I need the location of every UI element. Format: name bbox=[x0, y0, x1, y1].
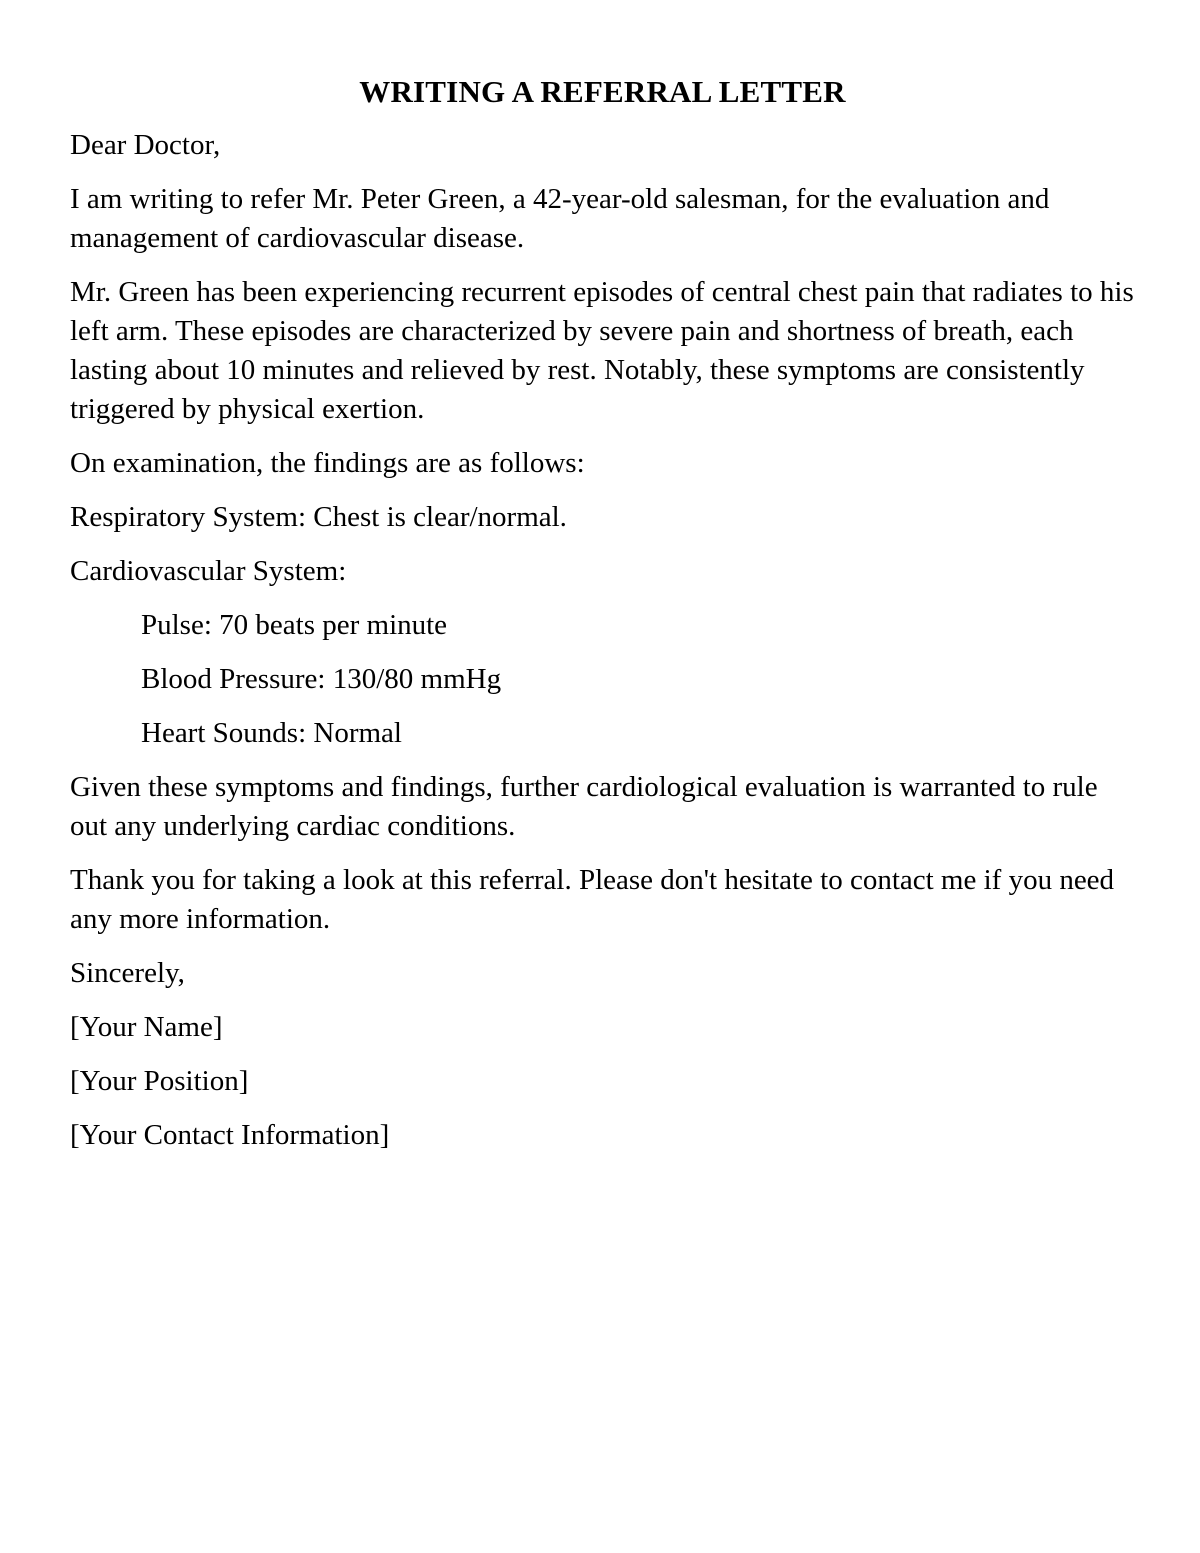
intro-paragraph: I am writing to refer Mr. Peter Green, a 42-year-old salesman, for the evaluation and management of cardiovascular disease. bbox=[70, 183, 1050, 254]
cardiovascular-heading: Cardiovascular System: bbox=[70, 555, 347, 587]
blood-pressure-finding: Blood Pressure: 130/80 mmHg bbox=[141, 663, 502, 695]
exam-intro: On examination, the findings are as follows: bbox=[70, 447, 585, 479]
signature-contact: [Your Contact Information] bbox=[70, 1119, 390, 1151]
closing: Sincerely, bbox=[70, 957, 185, 989]
thanks-paragraph: Thank you for taking a look at this referral. Please don't hesitate to contact me if you need any more information. bbox=[70, 864, 1115, 935]
conclusion-paragraph: Given these symptoms and findings, further cardiological evaluation is warranted to rule out any underlying cardiac conditions. bbox=[70, 771, 1098, 842]
salutation: Dear Doctor, bbox=[70, 129, 221, 161]
history-paragraph: Mr. Green has been experiencing recurrent episodes of central chest pain that radiates to his left arm. These episodes are characterized by severe pain and shortness of breath, each lasting about 10 minutes and relieved by rest. Notably, these symptoms are consistently triggered by physical exertion. bbox=[70, 276, 1134, 425]
document-title: WRITING A REFERRAL LETTER bbox=[359, 74, 846, 109]
referral-letter bbox=[70, 72, 1135, 1170]
respiratory-finding: Respiratory System: Chest is clear/normal. bbox=[70, 501, 567, 533]
pulse-finding: Pulse: 70 beats per minute bbox=[141, 609, 448, 641]
heart-sounds-finding: Heart Sounds: Normal bbox=[141, 717, 402, 749]
signature-name: [Your Name] bbox=[70, 1011, 223, 1043]
signature-position: [Your Position] bbox=[70, 1065, 249, 1097]
